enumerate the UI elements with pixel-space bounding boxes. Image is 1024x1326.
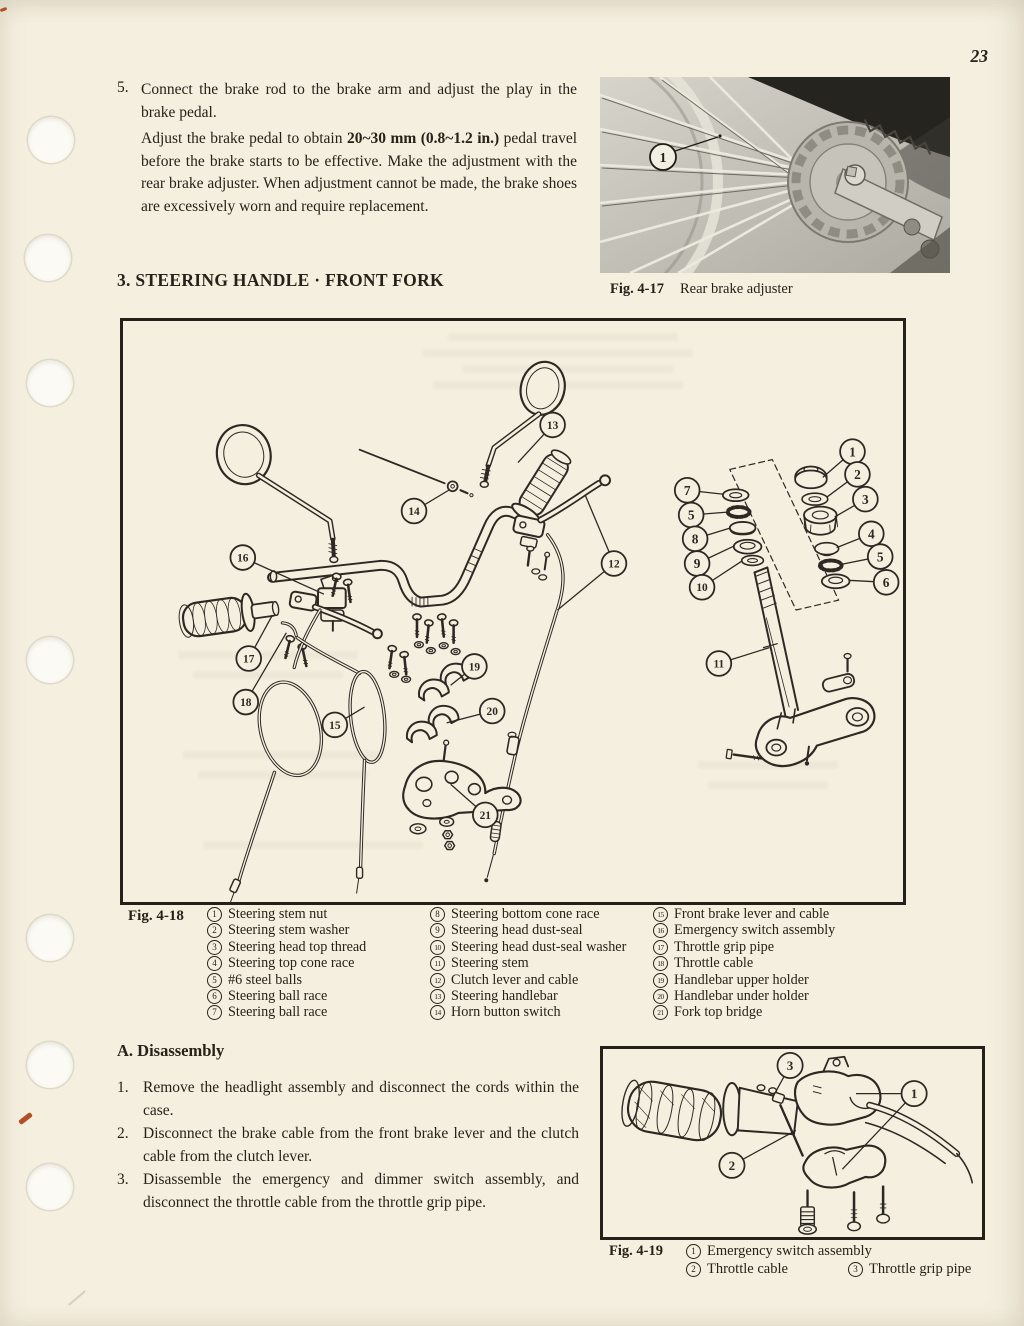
binder-hole <box>27 637 73 683</box>
parts-list-item <box>653 906 835 922</box>
fig19-caption-item <box>686 1243 872 1260</box>
parts-list-item <box>430 1004 626 1020</box>
fig-4-18-diagram <box>120 318 906 905</box>
callout-number: 9 <box>430 923 445 938</box>
callout-number: 4 <box>207 956 222 971</box>
parts-list-item <box>207 972 366 988</box>
callout-number: 18 <box>240 697 252 710</box>
part-name: Steering stem nut <box>228 906 328 922</box>
callout-number: 12 <box>608 558 620 571</box>
parts-list-item <box>430 972 626 988</box>
disassembly-steps <box>117 1077 579 1215</box>
parts-list-item <box>207 906 366 922</box>
callout-number: 4 <box>867 526 875 542</box>
callout-number: 14 <box>430 1005 445 1020</box>
part-name: Throttle grip pipe <box>674 938 775 955</box>
callout-number: 15 <box>653 907 668 922</box>
part-name: Throttle cable <box>674 955 754 972</box>
part-name: Steering head dust-seal washer <box>451 938 627 955</box>
handlebar-part <box>270 511 521 607</box>
parts-list-item <box>207 922 366 938</box>
parts-list-item <box>653 988 835 1004</box>
parts-list-item <box>207 1004 366 1020</box>
callout-number: 3 <box>862 491 869 507</box>
binder-hole <box>27 1164 73 1210</box>
disassembly-step <box>117 1169 579 1214</box>
part-name: Handlebar under holder <box>674 988 809 1005</box>
callout-number: 20 <box>653 989 668 1004</box>
parts-list-item <box>430 988 626 1004</box>
red-ink-mark <box>18 1112 33 1125</box>
callout-number: 17 <box>243 653 255 666</box>
part-name: Steering stem <box>451 955 529 972</box>
binder-hole <box>27 360 73 406</box>
throttle-grip-part <box>510 445 577 526</box>
callout-number: 19 <box>468 661 481 674</box>
callout-number: 3 <box>207 940 222 955</box>
body-paragraph: Connect the brake rod to the brake arm and adjust the play in the brake pedal. <box>141 81 577 121</box>
step-number: 3. <box>117 1171 129 1188</box>
body-paragraph <box>141 128 577 218</box>
callout-number: 2 <box>207 923 222 938</box>
parts-list-item <box>430 955 626 971</box>
part-name: #6 steel balls <box>228 971 303 988</box>
callout-number: 11 <box>430 956 445 971</box>
binder-hole <box>27 1042 73 1088</box>
mirror-left <box>211 419 338 562</box>
callout-number: 3 <box>786 1058 794 1074</box>
part-name: Front brake lever and cable <box>674 906 830 922</box>
throttle-switch-illustration <box>603 1049 982 1237</box>
callout-number: 5 <box>207 973 222 988</box>
callout-number: 10 <box>430 940 445 955</box>
red-ink-mark <box>0 7 7 12</box>
parts-list-column <box>653 906 835 1021</box>
parts-list-item <box>207 955 366 971</box>
binder-hole <box>28 117 74 163</box>
binder-hole <box>27 915 73 961</box>
parts-list-item <box>653 972 835 988</box>
pencil-mark <box>68 1290 86 1306</box>
figure-label: Fig. 4-17 <box>610 281 664 297</box>
part-name: Clutch lever and cable <box>451 971 579 988</box>
callout-number: 21 <box>653 1005 668 1020</box>
step-number: 2. <box>117 1125 129 1142</box>
emergency-switch-part <box>318 575 346 630</box>
parts-list-column <box>207 906 366 1021</box>
steering-head-parts <box>723 460 850 610</box>
step-number: 1. <box>117 1079 129 1096</box>
callout-number: 5 <box>876 549 884 565</box>
callout-number: 2 <box>854 467 861 483</box>
callout-number: 1 <box>207 907 222 922</box>
callout-number: 12 <box>430 973 445 988</box>
callout-number: 14 <box>408 505 420 518</box>
parts-list-item <box>653 922 835 938</box>
left-grip-part <box>177 589 281 640</box>
steering-fork-exploded-illustration <box>123 321 903 902</box>
part-name: Steering handlebar <box>451 988 558 1005</box>
binder-hole <box>25 235 71 281</box>
parts-list-item <box>653 939 835 955</box>
parts-list-item <box>430 922 626 938</box>
parts-list-item <box>430 939 626 955</box>
callout-number: 8 <box>430 907 445 922</box>
disassembly-step <box>117 1077 579 1122</box>
callout-number: 16 <box>653 923 668 938</box>
callout-number: 19 <box>653 973 668 988</box>
fig19-caption-item <box>686 1261 788 1278</box>
parts-list-item <box>653 955 835 971</box>
callout-number: 15 <box>329 719 341 732</box>
step-text: Disassemble the emergency and dimmer switch assembly, and disconnect the throttle cable from the throttle grip pipe. <box>143 1171 579 1211</box>
caption-text: Throttle cable <box>707 1261 788 1277</box>
callout-number: 16 <box>237 552 249 565</box>
callout-number: 13 <box>430 989 445 1004</box>
disassembly-step <box>117 1123 579 1168</box>
paragraph-text: pedal travel before the brake starts to be effective. Make the adjustment with the rear brake adjuster. When adjustment cannot be made, the brake shoes are excessively worn and require replacement. <box>141 130 578 215</box>
step-text: Disconnect the brake cable from the front brake lever and the clutch cable from the clutch lever. <box>143 1125 579 1165</box>
callout-number: 3 <box>848 1262 863 1277</box>
parts-list-item <box>430 906 626 922</box>
callout-number: 1 <box>910 1086 918 1102</box>
subsection-heading: A. Disassembly <box>117 1041 225 1060</box>
parts-list-item <box>207 988 366 1004</box>
callout-number: 1 <box>686 1244 701 1259</box>
part-name: Emergency switch assembly <box>674 922 836 939</box>
callout-number: 6 <box>882 575 890 591</box>
handlebar-holders <box>404 660 472 744</box>
callout-number: 7 <box>683 483 691 499</box>
list-number: 5. <box>117 79 129 96</box>
fig19-caption-item <box>848 1261 971 1278</box>
callout-number: 1 <box>659 151 667 166</box>
callout-number: 8 <box>691 531 699 547</box>
fig19-caption-label: Fig. 4-19 <box>609 1243 663 1259</box>
part-name: Steering top cone race <box>228 955 355 972</box>
page-number: 23 <box>970 46 988 66</box>
mounting-bolts-drawing <box>799 1187 890 1234</box>
callout-number: 18 <box>653 956 668 971</box>
fig17-caption <box>610 281 793 298</box>
part-name: Horn button switch <box>451 1004 561 1021</box>
callout-number: 7 <box>207 1005 222 1020</box>
parts-list-item <box>207 939 366 955</box>
callout-number: 20 <box>486 705 498 718</box>
callout-number: 13 <box>546 419 559 432</box>
paragraph-text: Adjust the brake pedal to obtain <box>141 130 347 147</box>
switch-housing-drawing <box>795 1057 880 1125</box>
callout-number: 1 <box>849 444 856 460</box>
callout-number: 2 <box>728 1157 736 1173</box>
part-name: Steering head top thread <box>228 938 367 955</box>
fig-4-17-photo <box>600 77 950 273</box>
grip-drawing <box>619 1077 725 1144</box>
part-name: Fork top bridge <box>674 1004 763 1021</box>
part-name: Handlebar upper holder <box>674 971 809 988</box>
fig-4-19-diagram <box>600 1046 985 1240</box>
horn-switch-part <box>360 450 473 497</box>
throttle-cable <box>282 623 389 893</box>
part-name: Steering head dust-seal <box>451 922 583 939</box>
fig18-caption-label: Fig. 4-18 <box>128 908 184 924</box>
step-text: Remove the headlight assembly and disconnect the cords within the case. <box>143 1079 579 1119</box>
part-name: Steering stem washer <box>228 922 350 939</box>
parts-list-column <box>430 906 626 1021</box>
part-name: Steering ball race <box>228 988 328 1005</box>
callout-number: 10 <box>696 582 708 595</box>
part-name: Steering bottom cone race <box>451 906 600 922</box>
section-heading: 3. STEERING HANDLE · FRONT FORK <box>117 270 444 290</box>
parts-list-item <box>653 1004 835 1020</box>
caption-text: Throttle grip pipe <box>869 1261 972 1277</box>
callout-number: 21 <box>479 809 491 822</box>
steering-stem-part <box>726 567 874 766</box>
callout-number: 17 <box>653 940 668 955</box>
callout-number: 2 <box>686 1262 701 1277</box>
bold-measurement: 20~30 mm (0.8~1.2 in.) <box>346 130 500 147</box>
part-name: Steering ball race <box>228 1004 328 1021</box>
callout-number: 6 <box>207 989 222 1004</box>
callout-number: 9 <box>693 556 701 572</box>
callout-number: 11 <box>713 658 725 671</box>
rear-brake-photo-illustration <box>600 77 950 273</box>
figure-caption-text: Rear brake adjuster <box>679 281 793 297</box>
caption-text: Emergency switch assembly <box>707 1243 872 1259</box>
callout-number: 5 <box>687 507 695 523</box>
